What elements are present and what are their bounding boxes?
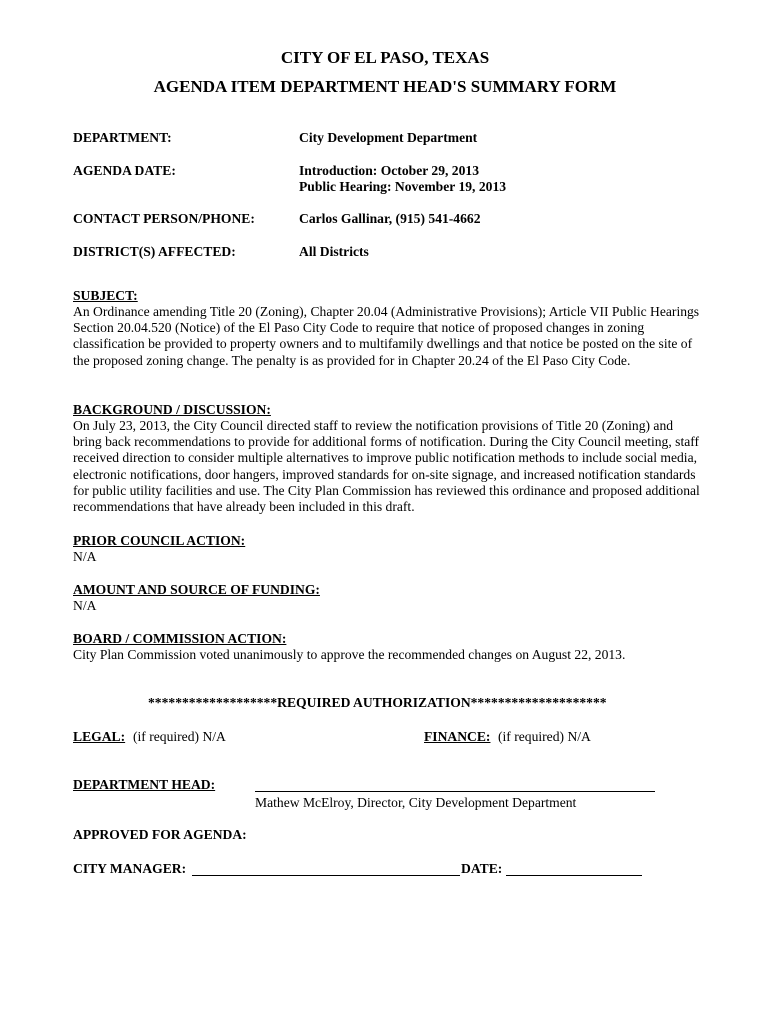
agenda-date-introduction: Introduction: October 29, 2013 [299, 163, 479, 178]
title-line-1: CITY OF EL PASO, TEXAS [280, 48, 490, 67]
background-heading: BACKGROUND / DISCUSSION: [73, 402, 271, 417]
department-head-signature-line [255, 791, 655, 792]
required-authorization-banner: *******************REQUIRED AUTHORIZATION******************** [148, 695, 607, 710]
city-manager-signature-line [192, 875, 460, 876]
board-body: City Plan Commission voted unanimously to approve the recommended changes on August 22, 2013. [73, 647, 626, 662]
date-line [506, 875, 642, 876]
districts-label: DISTRICT(S) AFFECTED: [73, 244, 236, 259]
agenda-date-label: AGENDA DATE: [73, 163, 176, 178]
agenda-date-public-hearing: Public Hearing: November 19, 2013 [299, 179, 507, 194]
funding-body: N/A [73, 598, 97, 613]
department-head-name: Mathew McElroy, Director, City Development Department [255, 795, 577, 810]
board-heading: BOARD / COMMISSION ACTION: [73, 631, 287, 646]
approved-for-agenda-label: APPROVED FOR AGENDA: [73, 827, 247, 842]
city-manager-label: CITY MANAGER: [73, 861, 187, 876]
background-body: On July 23, 2013, the City Council directed staff to review the notification provisions of Title 20 (Zoning) and bring back recommendations to provide for additional forms of notification. During the City Council meeting, staff received direction to consider multiple alternatives to improve public notification methods to include social media, electronic notifications, door hangers, improved standards for on-site signage, and increased notification standards for public utility facilities and use. The City Plan Commission has reviewed this ordinance and proposed additional recommendations that have already been included in this draft. [73, 418, 700, 515]
legal-label: LEGAL: [73, 729, 126, 744]
title-line-2: AGENDA ITEM DEPARTMENT HEAD'S SUMMARY FORM [153, 77, 617, 96]
funding-heading: AMOUNT AND SOURCE OF FUNDING: [73, 582, 320, 597]
contact-value: Carlos Gallinar, (915) 541-4662 [299, 211, 481, 226]
prior-council-heading: PRIOR COUNCIL ACTION: [73, 533, 246, 548]
subject-heading: SUBJECT: [73, 288, 138, 303]
date-label: DATE: [461, 861, 503, 876]
department-label: DEPARTMENT: [73, 130, 172, 145]
subject-body: An Ordinance amending Title 20 (Zoning), Chapter 20.04 (Administrative Provisions); Article VII Public Hearings Section 20.04.520 (Notice) of the El Paso City Code to require that notice of proposed changes in zoning classification be provided to property owners and to multifamily dwellings and that notice be posted on the site of the proposed zoning change. The penalty is as provided for in Chapter 20.24 of the El Paso City Code. [73, 304, 700, 368]
department-head-label: DEPARTMENT HEAD: [73, 777, 216, 792]
legal-value: (if required) N/A [133, 729, 226, 744]
prior-council-body: N/A [73, 549, 97, 564]
department-value: City Development Department [299, 130, 478, 145]
districts-value: All Districts [299, 244, 369, 259]
finance-value: (if required) N/A [498, 729, 591, 744]
contact-label: CONTACT PERSON/PHONE: [73, 211, 255, 226]
finance-label: FINANCE: [424, 729, 491, 744]
